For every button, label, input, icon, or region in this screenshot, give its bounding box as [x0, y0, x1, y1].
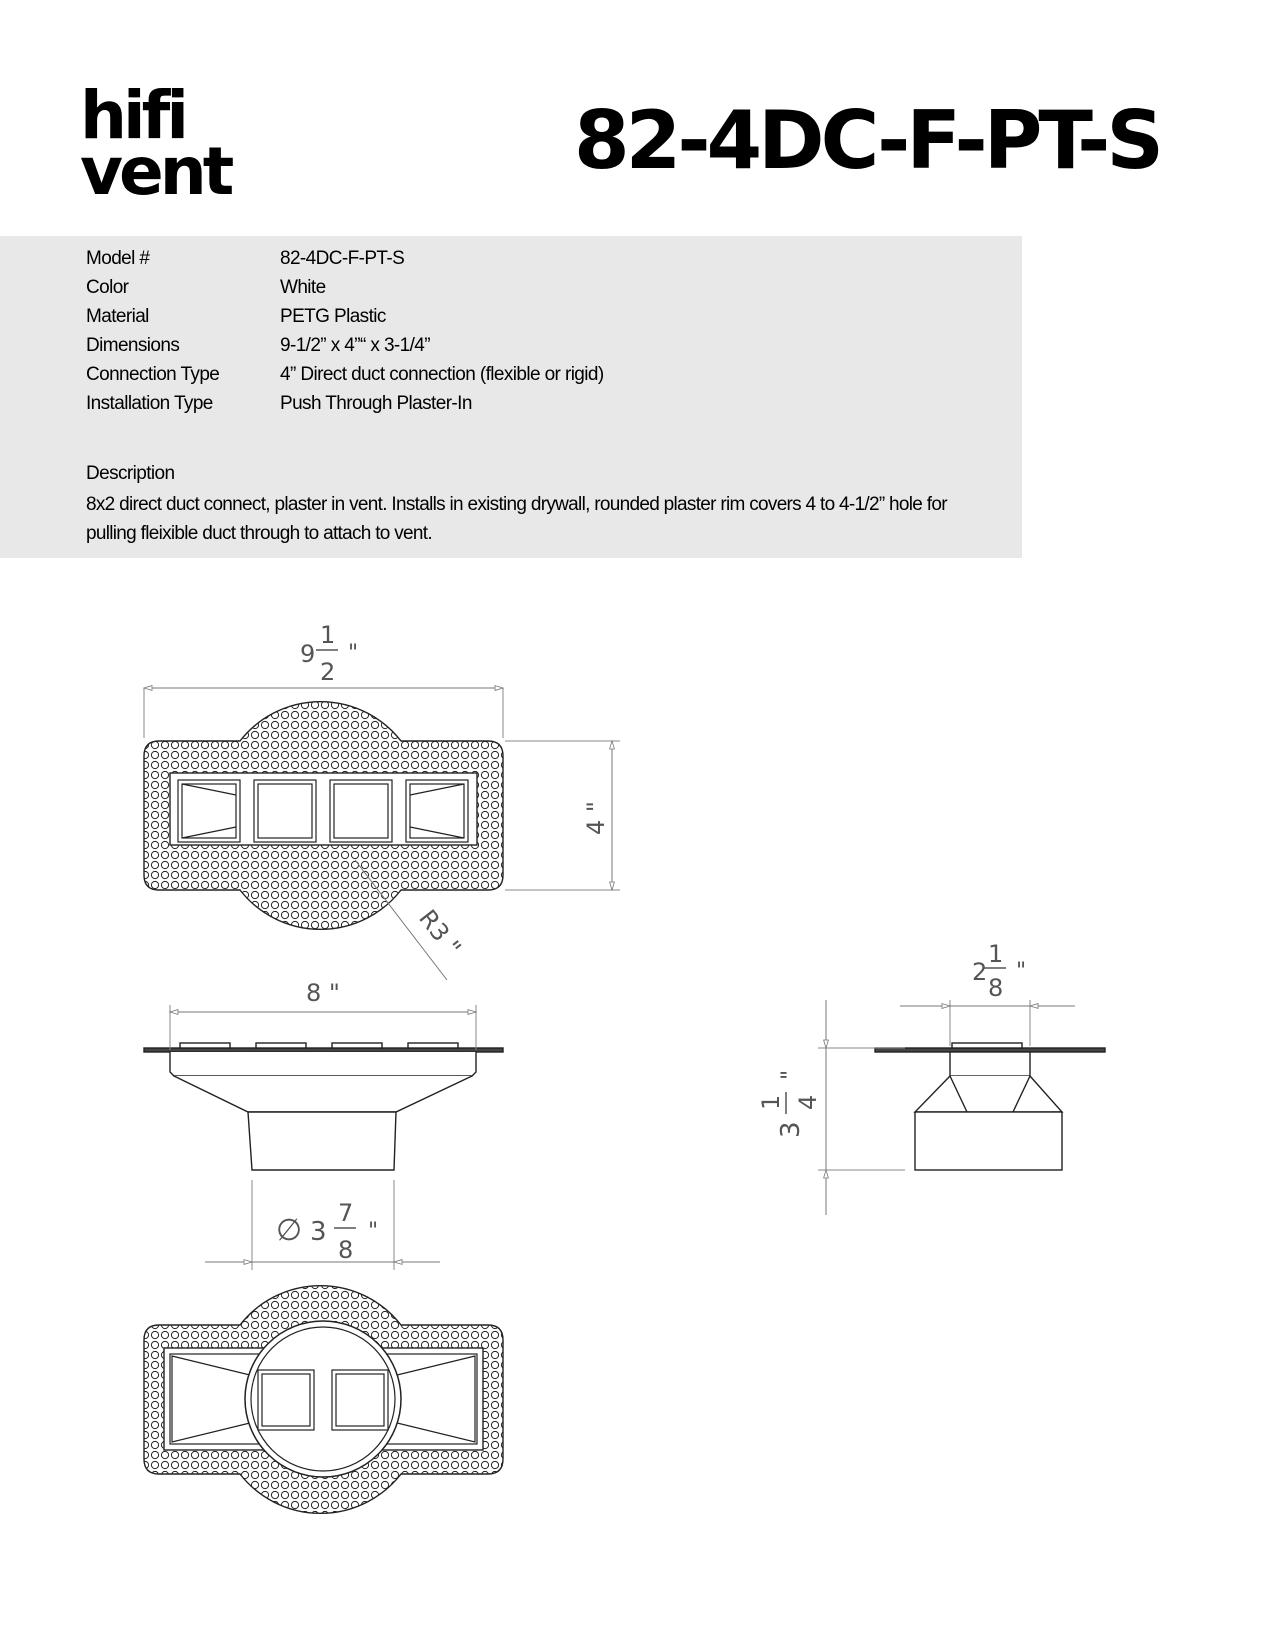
side-grille-bump	[952, 1043, 1022, 1048]
spec-value: Push Through Plaster-In	[280, 393, 472, 414]
spec-label: Dimensions	[86, 335, 180, 356]
profile-transition	[174, 1076, 472, 1112]
dim-whole: 9	[300, 640, 316, 668]
side-view	[757, 940, 1105, 1215]
dim-numerator: 1	[320, 621, 336, 649]
model-title: 82-4DC-F-PT-S	[573, 94, 1160, 187]
spec-value: PETG Plastic	[280, 306, 386, 327]
dim-denominator: 2	[320, 658, 336, 686]
dim-unit: "	[368, 1219, 379, 1244]
dim-unit: "	[1016, 959, 1027, 984]
dim-whole: 3	[776, 1121, 806, 1138]
description-heading: Description	[86, 463, 175, 484]
dim-numerator: 7	[338, 1199, 354, 1227]
dim-numerator: 1	[988, 940, 1004, 968]
collar-diameter-label	[276, 1199, 378, 1264]
side-neck	[950, 1052, 1030, 1076]
spec-label: Material	[86, 306, 149, 327]
spec-label: Connection Type	[86, 364, 220, 385]
profile-body	[170, 1052, 476, 1076]
dim-denominator: 4	[794, 1094, 822, 1110]
height-dimension-label: 4 "	[582, 801, 610, 835]
profile-grille-bumps	[180, 1043, 458, 1048]
depth-label	[757, 1070, 822, 1138]
profile-view	[144, 979, 503, 1270]
side-collar	[915, 1112, 1062, 1170]
dim-whole: 3	[310, 1217, 327, 1247]
spec-value: 82-4DC-F-PT-S	[280, 248, 405, 269]
body-width-dimension-label: 8 "	[306, 979, 340, 1007]
spec-value: White	[280, 277, 326, 298]
spec-label: Color	[86, 277, 129, 298]
dim-unit: "	[348, 641, 359, 666]
dim-denominator: 8	[988, 974, 1004, 1002]
spec-value: 9-1/2” x 4”“ x 3-1/4”	[280, 335, 431, 356]
logo-line-1: hifi	[80, 77, 185, 154]
rear-view	[144, 1286, 503, 1514]
dim-unit: "	[778, 1069, 803, 1080]
spec-value: 4” Direct duct connection (flexible or rigid)	[280, 364, 604, 385]
dim-denominator: 8	[338, 1236, 354, 1264]
dim-whole: 2	[972, 958, 988, 986]
diameter-symbol: ∅	[276, 1213, 303, 1248]
logo-line-2: vent	[80, 133, 231, 210]
dim-numerator: 1	[757, 1094, 785, 1110]
spec-label: Installation Type	[86, 393, 213, 414]
spec-label: Model #	[86, 248, 150, 269]
profile-collar	[248, 1112, 396, 1170]
radius-dimension-label: R3 "	[413, 904, 467, 962]
side-width-label	[972, 940, 1026, 1002]
side-transition	[915, 1076, 1062, 1112]
description-text: 8x2 direct duct connect, plaster in vent. Installs in existing drywall, rounded plaster rim covers 4 to 4-1/2” hole for pulling fleixible duct through to attach to vent.	[86, 494, 947, 544]
width-dimension-label	[300, 621, 358, 686]
front-view	[144, 621, 620, 980]
